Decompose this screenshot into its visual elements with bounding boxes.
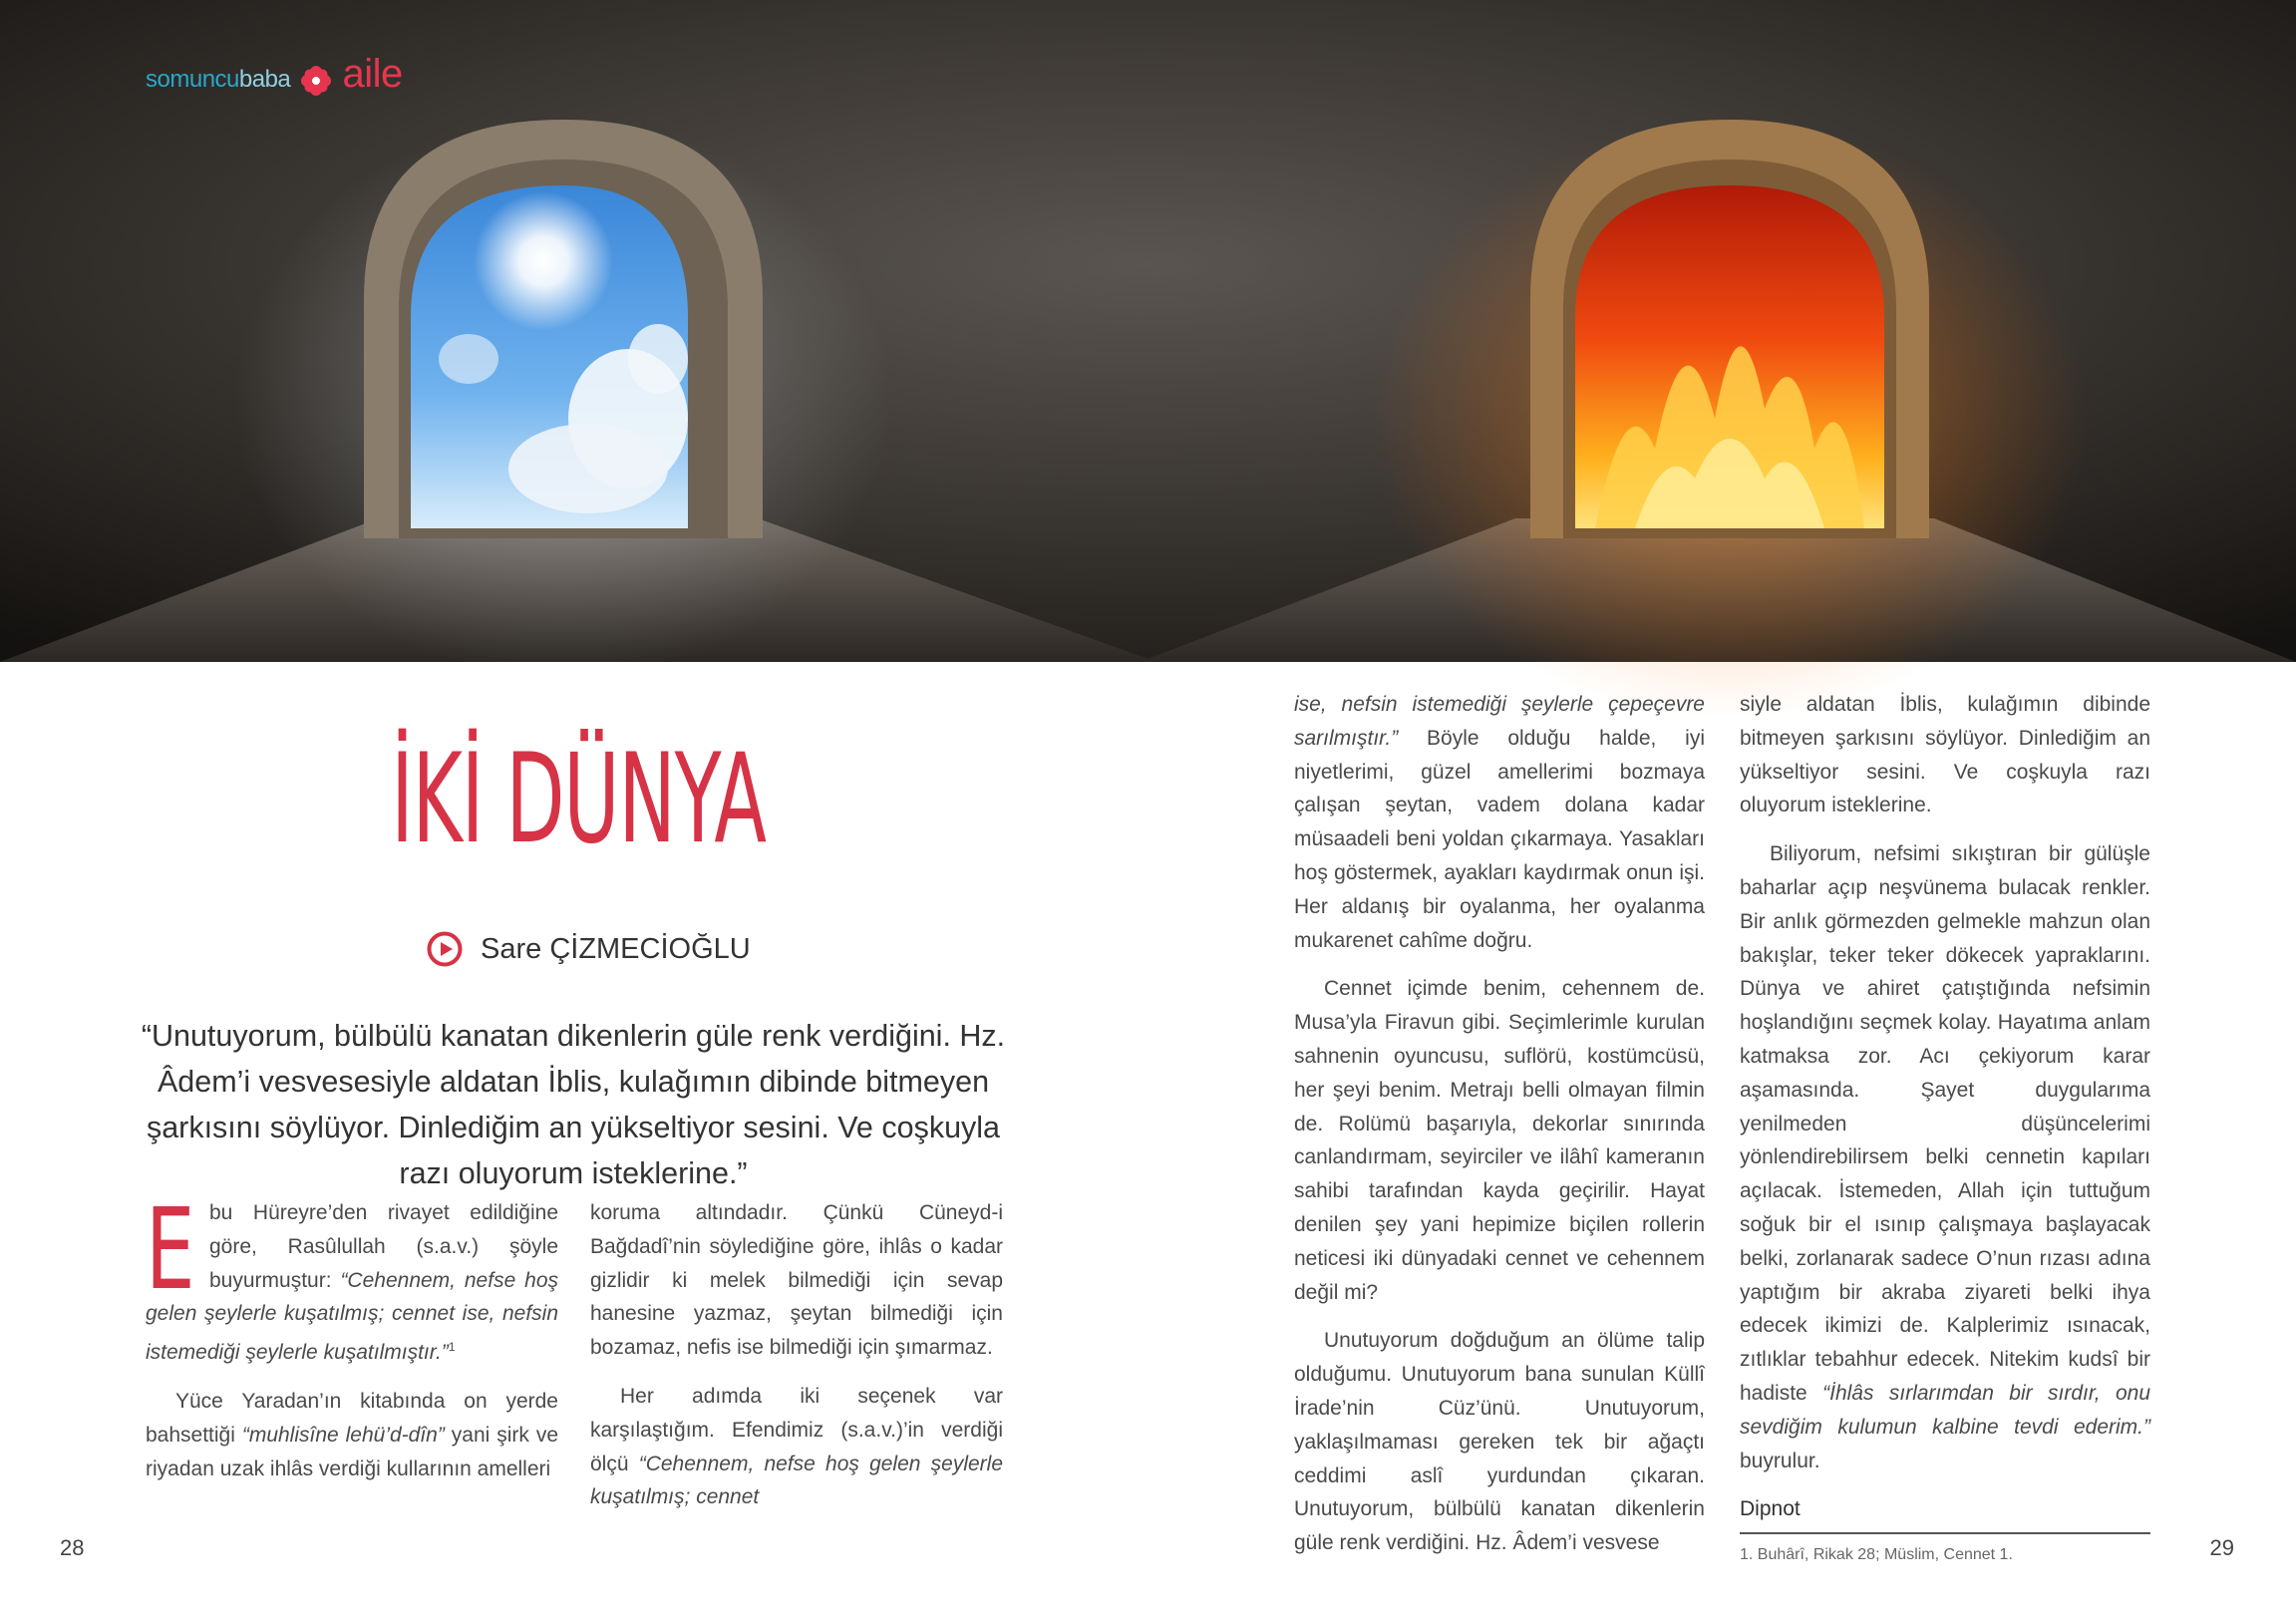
pull-quote: “Unutuyorum, bülbülü kanatan dikenlerin güle renk verdiğini. Hz. Âdem’i vesvesesiyle aldatan İblis, kulağımın dibinde bitmeyen şarkısını söylüyor. Dinlediğim an yükseltiyor sesini. Ve coşkuyla razı oluyorum isteklerine.” <box>141 1019 1006 1190</box>
paragraph-3-text: Her adımda iki seçenek var karşılaştığım. Efendimiz (s.a.v.)’in verdiği ölçü <box>590 1384 1003 1475</box>
column-1 <box>146 1185 558 1500</box>
paragraph-2-text: Yüce Yaradan’ın kitabında on yerde bahsettiği <box>146 1389 558 1447</box>
footnote-item: 1. Buhârî, Rikak 28; Müslim, Cennet 1. <box>1740 1546 2013 1564</box>
paragraph-2 <box>146 1385 558 1485</box>
brand-part1: somuncu <box>146 66 239 93</box>
paragraph-3-quote-end: ise, nefsin istemediği şeylerle çepeçevre sarılmıştır.” <box>1294 693 1705 750</box>
brand-section: aile <box>342 52 403 96</box>
flower-icon <box>300 65 332 97</box>
paragraph-6 <box>1740 837 2150 1477</box>
footnote-heading: Dipnot <box>1740 1492 2150 1534</box>
author-name: Sare ÇİZMECİOĞLU <box>481 932 751 965</box>
paragraph-5-continued: siyle aldatan İblis, kulağımın dibinde bitmeyen şarkısını söylüyor. Dinlediğim an yükseltiyor sesini. Ve coşkuyla razı oluyorum isteklerine. <box>1740 693 2150 817</box>
author-line <box>427 931 751 967</box>
paragraph-4: Cennet içimde benim, cehennem de. Musa’yla Firavun gibi. Seçimlerimle kurulan sahnenin oyuncusu, suflörü, kostümcüsü, her şeyi benim. Metrajı belli olmayan filmin de. Rolümü başarıyla, dekorlar sınırında canlandırmam, seyirciler ve ilâhî kameranın sahibi tarafından kayda geçirilir. Hayat denilen şey yani hepimize biçilen rollerin neticesi iki dünyadaki cennet ve cehennem değil mi? <box>1294 977 1705 1304</box>
footnote-ref: 1 <box>448 1340 456 1355</box>
hero-image <box>0 0 2296 662</box>
paragraph-3-continued <box>1294 688 1705 957</box>
paragraph-6-quote: “İhlâs sırlarımdan bir sırdır, onu sevdiğim kulumun kalbine tevdi ederim.” <box>1740 1381 2150 1439</box>
column-2 <box>590 1196 1004 1509</box>
paragraph-2-quote: “muhlisîne lehü’d-dîn” <box>241 1423 445 1447</box>
play-icon <box>427 931 463 967</box>
paragraph-3-quote-start: “Cehennem, nefse hoş gelen şeylerle kuşatılmış; cennet <box>590 1452 1004 1509</box>
paragraph-5: Unutuyorum doğduğum an ölüme talip olduğumu. Unutuyorum bana sunulan Küllî İrade’nin Cüz’ünü. Unutuyorum, yaklaşılmaması gereken tek bir ağaçtı ceddimi aslî yurdundan çıkaran. Unutuyorum, bülbülü kanatan dikenlerin güle renk verdiğini. Hz. Âdem’i vesvese <box>1294 1329 1705 1555</box>
paragraph-3-text-end: Böyle olduğu halde, iyi niyetlerimi, güzel amellerimi bozmaya çalışan şeytan, vadem dolana kadar müsaadeli beni yoldan çıkarmaya. Yasakları hoş göstermek, ayakları kaydırmak onun işi. Her aldanış bir oyalanma, her oyalanma mukarenet cahîme doğru. <box>1294 726 1705 952</box>
page-number-right: 29 <box>2209 1535 2234 1560</box>
brand-part2: baba <box>238 66 291 93</box>
hadith-quote: “Cehennem, nefse hoş gelen şeylerle kuşatılmış; cennet ise, nefsin istemediği şeylerle kuşatılmıştır.” <box>146 1268 558 1365</box>
paragraph-2-text-end: yani şirk ve riyadan uzak ihlâs verdiği kullarının amelleri <box>146 1423 558 1480</box>
paragraph-3-start <box>590 1380 1003 1514</box>
brand-logo <box>146 52 403 97</box>
article-title: İKİ DÜNYA <box>391 728 766 871</box>
paragraph-6-text: Biliyorum, nefsimi sıkıştıran bir gülüşle baharlar açıp neşvünema bulacak renkler. Bir anlık görmezden gelmekle mahzun olan bakışlar, teker teker dökecek yapraklarını. Dünya ve ahiret çatıştığında nefsimin hoşlandığını seçmek kolay. Hayatıma anlam katmaksa zor. Acı çekiyorum karar aşamasında. Şayet duygularıma yenilmeden düşüncelerimi yönlendirebilirsem belki cennetin kapıları açılacak. İstemeden, Allah için tuttuğum soğuk bir el ısınıp çalışmaya başlayacak belki, zorlanarak sadece O’nun rızası adına yaptığım bir akraba ziyareti belki ihya edecek ikimizi de. Kalplerimiz ısınacak, zıtlıklar tebahhur edecek. Nitekim kudsî bir hadiste <box>1740 842 2150 1405</box>
page-number-left: 28 <box>60 1535 85 1560</box>
drop-cap: E <box>146 1185 195 1315</box>
column-3 <box>1294 688 1705 1575</box>
paragraph-6-text-end: buyrulur. <box>1740 1449 1820 1472</box>
column-4 <box>1740 688 2150 1566</box>
paragraph-2-continued: koruma altındadır. Çünkü Cüneyd-i Bağdadî’nin söylediğine göre, ihlâs o kadar gizlidir ki melek bilmediği için sevap hanesine yazmaz, şeytan bilmediği için bozamaz, nefis ise bilmediği için şımarmaz. <box>590 1201 1003 1360</box>
paragraph-1-text: bu Hüreyre’den rivayet edildiğine göre, Rasûlullah (s.a.v.) şöyle buyurmuştur: <box>209 1201 558 1292</box>
